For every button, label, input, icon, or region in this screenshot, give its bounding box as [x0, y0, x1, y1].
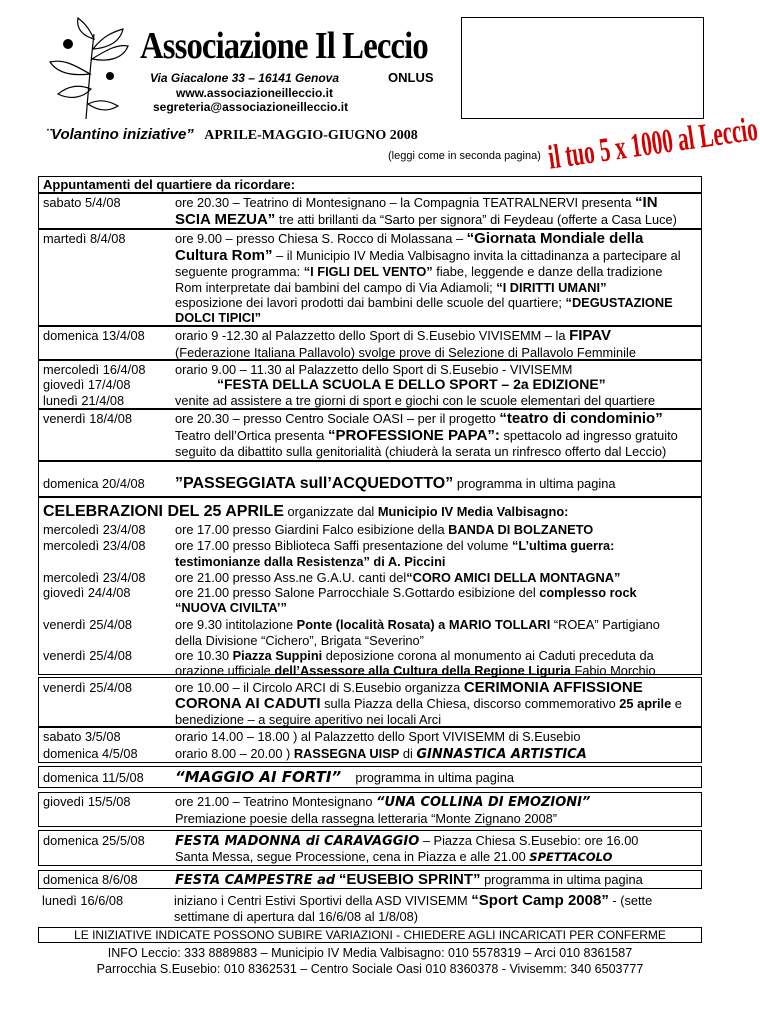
- event-text: ”PASSEGGIATA sull’ACQUEDOTTO” programma in ultima pagina: [175, 475, 616, 492]
- event-date: lunedì 21/4/08: [43, 393, 125, 408]
- event-text: ore 21.00 presso Salone Parrocchiale S.Gottardo esibizione del complesso rock: [175, 585, 637, 600]
- event-text: orario 9 -12.30 al Palazzetto dello Sport di S.Eusebio VIVISEMM – la FIPAV: [175, 327, 612, 344]
- event-row: [38, 461, 702, 497]
- event-date: domenica 13/4/08: [43, 328, 145, 343]
- event-text: seguito da dibattito sulla genitorialità (chiuderà la serata un rinfresco offerto dal Leccio): [175, 444, 667, 459]
- event-text: (Federazione Italiana Pallavolo) svolge prove di Selezione di Pallavolo Femminile: [175, 345, 636, 360]
- event-row: [38, 727, 702, 763]
- event-row: [38, 360, 702, 409]
- event-date: giovedì 17/4/08: [43, 377, 131, 392]
- event-date: giovedì 24/4/08: [43, 585, 131, 600]
- event-date: mercoledì 23/4/08: [43, 522, 146, 537]
- celebrations-title: CELEBRAZIONI DEL 25 APRILE organizzate dal Municipio IV Media Valbisagno:: [43, 503, 569, 520]
- event-date: sabato 5/4/08: [43, 195, 121, 210]
- event-text: FESTA MADONNA di CARAVAGGIO – Piazza Chiesa S.Eusebio: ore 16.00: [175, 833, 639, 849]
- event-row: [38, 409, 702, 461]
- event-text: ore 20.30 – Teatrino di Montesignano – la Compagnia TEATRALNERVI presenta “IN: [175, 194, 658, 211]
- event-row: [38, 677, 702, 727]
- event-text: SCIA MEZUA” tre atti brillanti da “Sarto per signora” di Feydeau (offerte a Casa Luce): [175, 211, 677, 228]
- event-row: [38, 830, 702, 866]
- event-text: benedizione – a seguire aperitivo nei locali Arci: [175, 712, 442, 727]
- flyer-period: APRILE-MAGGIO-GIUGNO 2008: [204, 128, 418, 143]
- event-date: mercoledì 16/4/08: [43, 362, 146, 377]
- event-date: domenica 8/6/08: [43, 872, 138, 887]
- event-row: [38, 792, 702, 827]
- event-text: orario 8.00 – 20.00 ) RASSEGNA UISP di GINNASTICA ARTISTICA: [175, 746, 587, 762]
- promo-text: il tuo 5 x 1000 al Leccio: [546, 110, 760, 177]
- event-date: martedì 8/4/08: [43, 231, 126, 246]
- event-date: giovedì 15/5/08: [43, 794, 131, 809]
- event-text: DOLCI TIPICI”: [175, 310, 262, 325]
- event-date: domenica 25/5/08: [43, 833, 145, 848]
- event-text: ore 9.00 – presso Chiesa S. Rocco di Molassana – “Giornata Mondiale della: [175, 230, 644, 247]
- event-text: settimane di apertura dal 16/6/08 al 1/8/08): [174, 909, 419, 924]
- event-text: orazione ufficiale dell’Assessore alla Cultura della Regione Liguria Fabio Morchio: [175, 663, 656, 678]
- event-date: venerdì 25/4/08: [43, 648, 132, 663]
- event-text: CORONA AI CADUTI sulla Piazza della Chiesa, discorso commemorativo 25 aprile e: [175, 695, 682, 712]
- section-heading-box: [38, 176, 702, 193]
- event-text: Santa Messa, segue Processione, cena in Piazza e alle 21.00 SPETTACOLO: [175, 849, 613, 864]
- flyer-title: [46, 126, 418, 144]
- celebrations-block: [38, 497, 702, 678]
- event-text: iniziano i Centri Estivi Sportivi della ASD VIVISEMM “Sport Camp 2008” - (sette: [174, 892, 653, 909]
- event-text: FESTA CAMPESTRE ad “EUSEBIO SPRINT” programma in ultima pagina: [175, 871, 643, 888]
- event-text: Rom interpretate dai bambini del campo di Via Adiamoli; “I DIRITTI UMANI”: [175, 280, 607, 295]
- event-text: venite ad assistere a tre giorni di sport e giochi con le scuole elementari del quartiere: [175, 393, 656, 408]
- onlus-label: ONLUS: [388, 70, 434, 85]
- event-text: Cultura Rom” – il Municipio IV Media Valbisagno invita la cittadinanza a partecipare al: [175, 247, 681, 264]
- read-note: (leggi come in seconda pagina): [388, 150, 541, 162]
- event-text: “NUOVA CIVILTA’”: [175, 600, 287, 615]
- event-date: lunedì 16/6/08: [42, 893, 124, 908]
- event-text: della Divisione “Cichero”, Brigata “Severino”: [175, 633, 424, 648]
- event-date: sabato 3/5/08: [43, 729, 121, 744]
- event-row: [38, 229, 702, 326]
- event-date: mercoledì 23/4/08: [43, 570, 146, 585]
- event-text: “MAGGIO AI FORTI” programma in ultima pagina: [175, 768, 514, 786]
- empty-box: [461, 17, 704, 119]
- event-date: domenica 20/4/08: [43, 476, 145, 491]
- event-date: venerdì 18/4/08: [43, 411, 132, 426]
- leaf-logo: [28, 14, 138, 124]
- event-text: orario 14.00 – 18.00 ) al Palazzetto dello Sport VIVISEMM di S.Eusebio: [175, 729, 581, 744]
- email-link[interactable]: segreteria@associazioneilleccio.it: [153, 100, 349, 114]
- event-text: ore 21.00 – Teatrino Montesignano “UNA COLLINA DI EMOZIONI”: [175, 794, 591, 810]
- event-text: ore 10.30 Piazza Suppini deposizione corona al monumento ai Caduti preceduta da: [175, 648, 654, 663]
- event-date: domenica 4/5/08: [43, 746, 138, 761]
- event-text: ore 10.00 – il Circolo ARCI di S.Eusebio organizza CERIMONIA AFFISSIONE: [175, 679, 643, 696]
- event-text: ore 17.00 presso Giardini Falco esibizione della BANDA DI BOLZANETO: [175, 522, 594, 537]
- event-text: ore 21.00 presso Ass.ne G.A.U. canti del“CORO AMICI DELLA MONTAGNA”: [175, 570, 621, 585]
- event-date: mercoledì 23/4/08: [43, 538, 146, 553]
- event-text: testimonianze dalla Resistenza” di A. Piccini: [175, 554, 446, 569]
- address: Via Giacalone 33 – 16141 Genova: [150, 71, 339, 85]
- website-link[interactable]: www.associazioneilleccio.it: [176, 86, 333, 100]
- event-text: ore 9.30 intitolazione Ponte (località Rosata) a MARIO TOLLARI “ROEA” Partigiano: [175, 617, 660, 632]
- event-row: [38, 326, 702, 360]
- warning-text: LE INIZIATIVE INDICATE POSSONO SUBIRE VARIAZIONI - CHIEDERE AGLI INCARICATI PER CONFERME: [74, 928, 666, 942]
- event-text: Teatro dell’Ortica presenta “PROFESSIONE PAPA”: spettacolo ad ingresso gratuito: [175, 427, 678, 444]
- event-text: ore 17.00 presso Biblioteca Saffi presentazione del volume “L’ultima guerra:: [175, 538, 615, 553]
- event-text: Premiazione poesie della rassegna letteraria “Monte Zignano 2008”: [175, 811, 557, 826]
- event-text: “FESTA DELLA SCUOLA E DELLO SPORT – 2a EDIZIONE”: [217, 376, 606, 392]
- event-date: venerdì 25/4/08: [43, 617, 132, 632]
- event-date: domenica 11/5/08: [43, 770, 144, 785]
- event-text: esposizione dei lavori prodotti dai bambini delle scuole del quartiere; “DEGUSTAZIONE: [175, 295, 673, 310]
- event-row: [38, 193, 702, 229]
- org-name: Associazione Il Leccio: [140, 25, 428, 67]
- event-text: orario 9.00 – 11.30 al Palazzetto dello Sport di S.Eusebio - VIVISEMM: [175, 362, 573, 377]
- info-line: INFO Leccio: 333 8889883 – Municipio IV Media Valbisagno: 010 5578319 – Arci 010 8361587: [107, 946, 633, 960]
- section-heading: Appuntamenti del quartiere da ricordare:: [43, 177, 296, 192]
- event-text: seguente programma: “I FIGLI DEL VENTO” fiabe, leggende e danze della tradizione: [175, 264, 663, 279]
- event-row: [38, 870, 702, 889]
- info-line: Parrocchia S.Eusebio: 010 8362531 – Centro Sociale Oasi 010 8360378 - Vivisemm: 340 6503777: [96, 962, 644, 976]
- event-row: [38, 766, 702, 788]
- event-text: ore 20.30 – presso Centro Sociale OASI – per il progetto “teatro di condominio”: [175, 410, 663, 427]
- warning-box: [38, 927, 702, 943]
- event-date: venerdì 25/4/08: [43, 680, 132, 695]
- flyer-title-text: ¨Volantino iniziative”: [46, 126, 194, 143]
